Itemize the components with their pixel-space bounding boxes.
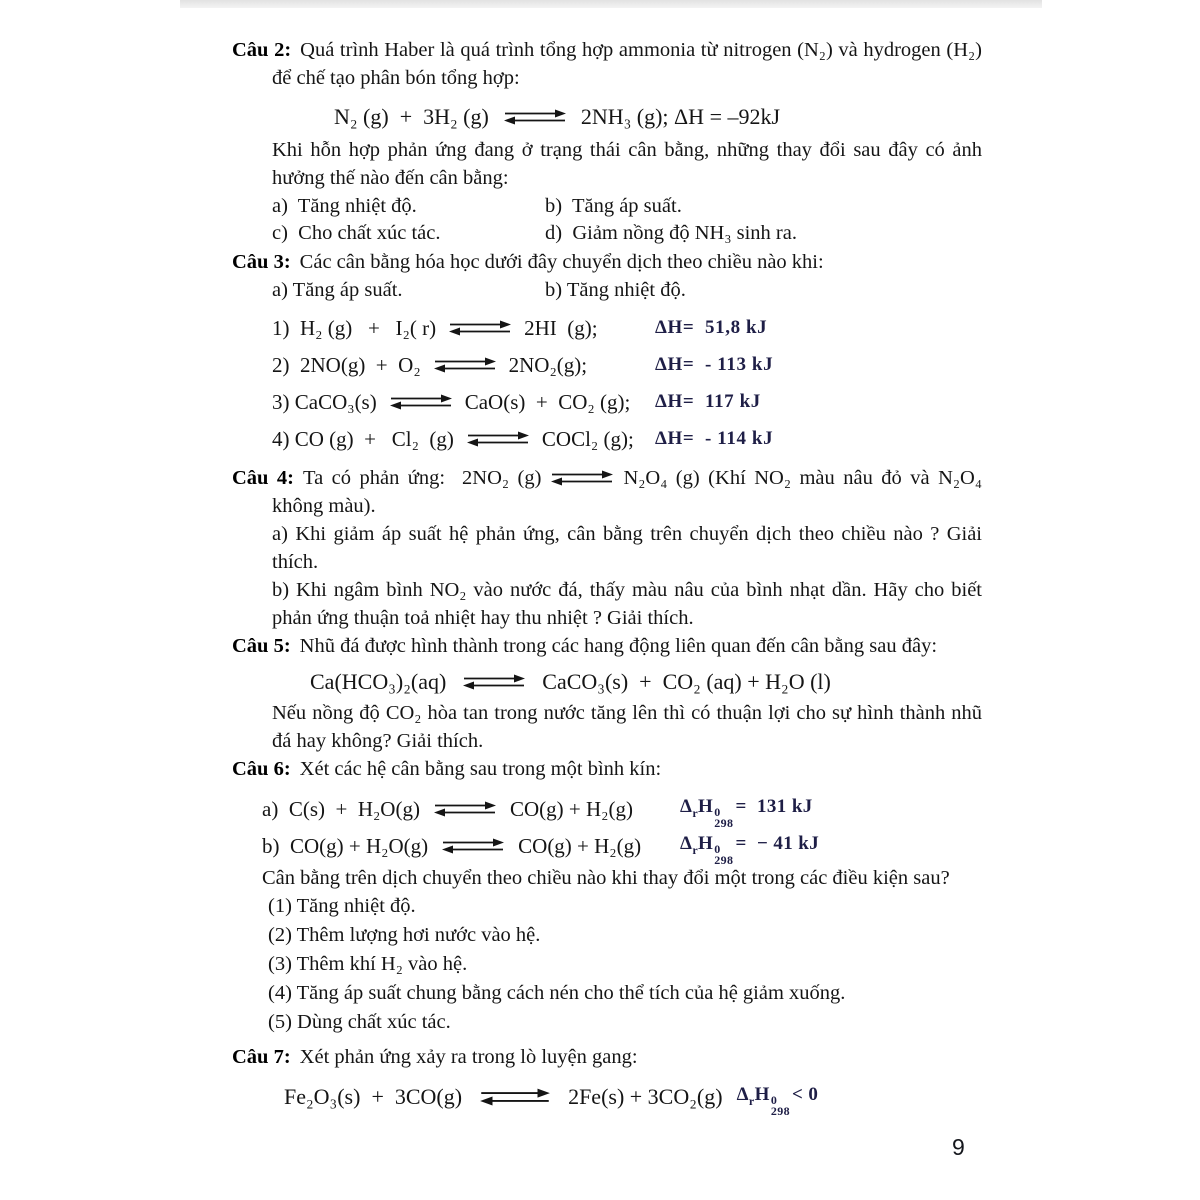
delta-h-value: = 131 kJ: [735, 795, 813, 817]
question-4-reaction-rhs: N₂O₄ (g) (Khí NO₂ màu nâu đỏ và N₂O₄ không màu).: [272, 467, 982, 517]
question-7-intro-text: Xét phản ứng xảy ra trong lò luyện gang:: [299, 1046, 638, 1068]
question-5-intro: [232, 632, 982, 660]
question-2-label: Câu 2:: [232, 39, 292, 61]
option-a: a) Tăng nhiệt độ.: [272, 195, 417, 217]
delta-symbol: Δ: [680, 795, 693, 817]
enthalpy-superscript: 0: [714, 841, 721, 856]
delta-h-value: ΔH= 117 kJ: [655, 390, 761, 412]
question-5-note: Nếu nồng độ CO₂ hòa tan trong nước tăng lên thì có thuận lợi cho sự hình thành nhũ đá hay không? Giải thích.: [272, 702, 982, 752]
reaction-lhs: 2) 2NO(g) + O₂: [272, 352, 421, 377]
enthalpy-subscript: 298: [714, 815, 734, 830]
equation-haber: [232, 100, 982, 134]
delta-symbol: Δ: [680, 832, 693, 854]
question-7-intro: [232, 1043, 982, 1071]
delta-h-value: ΔH= - 113 kJ: [655, 353, 774, 375]
delta-h-value: < 0: [792, 1084, 819, 1105]
equation-lhs: Fe₂O₃(s) + 3CO(g): [284, 1084, 463, 1109]
question-4-reaction-lhs: Ta có phản ứng: 2NO₂ (g): [303, 467, 542, 489]
delta-h-annotation: [680, 830, 820, 867]
equilibrium-arrow-icon: [503, 109, 567, 125]
reaction-rhs: 2HI (g);: [524, 315, 598, 340]
condition-item-3: (3) Thêm khí H₂ vào hệ.: [268, 953, 468, 975]
page-number: 9: [952, 1134, 965, 1160]
equilibrium-arrow-icon: [476, 1088, 554, 1106]
enthalpy-sup-sub: [714, 841, 734, 867]
reaction-row-4: [272, 420, 982, 457]
reaction-equation: [262, 795, 680, 823]
delta-h-annotation: [680, 793, 813, 830]
option-d: d) Giảm nồng độ NH₃ sinh ra.: [545, 222, 797, 244]
delta-symbol: Δ: [736, 1084, 749, 1105]
enthalpy-subscript: 298: [714, 852, 734, 867]
equilibrium-arrow-icon: [433, 357, 497, 373]
question-3-intro-text: Các cân bằng hóa học dưới đây chuyển dịch theo chiều nào khi:: [299, 251, 824, 273]
question-5-label: Câu 5:: [232, 635, 291, 657]
delta-subscript-r: r: [692, 805, 699, 820]
question-2-options-row: [272, 219, 982, 246]
delta-subscript-r: r: [748, 1094, 755, 1108]
enthalpy-symbol: H: [754, 1084, 770, 1105]
enthalpy-subscript: 298: [770, 1104, 791, 1118]
equation-lhs: Ca(HCO₃)₂(aq): [310, 669, 447, 694]
equation-rhs: 2NH₃ (g); ΔH = –92kJ: [580, 104, 781, 129]
equation-lhs: N₂ (g) + 3H₂ (g): [334, 104, 489, 129]
reaction-rhs: CaO(s) + CO₂ (g);: [464, 389, 631, 414]
delta-h-value: = − 41 kJ: [735, 832, 820, 854]
question-3-intro: [232, 248, 982, 276]
equation-rhs: CaCO₃(s) + CO₂ (aq) + H₂O (l): [542, 669, 831, 694]
delta-h-value: ΔH= 51,8 kJ: [655, 316, 768, 338]
reaction-rhs: CO(g) + H₂(g): [509, 796, 633, 821]
condition-item-1: (1) Tăng nhiệt độ.: [268, 895, 416, 917]
enthalpy-superscript: 0: [714, 804, 721, 819]
equilibrium-arrow-icon: [441, 838, 505, 854]
question-2-intro: [232, 36, 982, 92]
reaction-rhs: COCl₂ (g);: [541, 426, 634, 451]
reaction-equation: [262, 832, 680, 860]
question-4-intro: [232, 464, 982, 520]
question-6-intro: [232, 755, 982, 783]
question-4-part-b: b) Khi ngâm bình NO₂ vào nước đá, thấy màu nâu của bình nhạt dần. Hãy cho biết phản ứng thuận toả nhiệt hay thu nhiệt ? Giải thích.: [272, 579, 982, 629]
equilibrium-arrow-icon: [466, 431, 530, 447]
delta-h-annotation: [736, 1081, 819, 1118]
question-2-options-row: [272, 192, 982, 219]
equilibrium-arrow-icon: [462, 674, 526, 690]
reaction-row-1: [272, 309, 982, 346]
equilibrium-arrow-icon: [448, 320, 512, 336]
question-6-conditions: [232, 892, 982, 1037]
condition-item-4: (4) Tăng áp suất chung bằng cách nén cho thể tích của hệ giảm xuống.: [268, 982, 846, 1004]
reaction-equation: [272, 314, 655, 342]
reaction-lhs: 1) H₂ (g) + I₂( r): [272, 315, 437, 340]
question-2-note: Khi hỗn hợp phản ứng đang ở trạng thái cân bằng, những thay đổi sau đây có ảnh hưởng thế nào đến cân bằng:: [272, 139, 982, 189]
reaction-equation: [272, 388, 655, 416]
question-7-label: Câu 7:: [232, 1046, 291, 1068]
equation-rhs: 2Fe(s) + 3CO₂(g): [568, 1084, 723, 1109]
equilibrium-arrow-icon: [547, 470, 617, 486]
delta-subscript-r: r: [692, 842, 699, 857]
reaction-row-2: [272, 346, 982, 383]
equilibrium-system-b: [262, 827, 982, 867]
option-c: c) Cho chất xúc tác.: [272, 222, 441, 244]
equilibrium-arrow-icon: [389, 394, 453, 410]
enthalpy-symbol: H: [698, 795, 714, 817]
equilibrium-arrow-icon: [433, 801, 497, 817]
question-5-intro-text: Nhũ đá được hình thành trong các hang động liên quan đến cân bằng sau đây:: [299, 635, 938, 657]
delta-h-value: ΔH= - 114 kJ: [655, 427, 774, 449]
enthalpy-sup-sub: [714, 804, 734, 830]
document-content: [232, 36, 982, 1118]
reaction-rhs: 2NO₂(g);: [508, 352, 588, 377]
reaction-equation: [272, 425, 655, 453]
equation-stalactite: [232, 665, 982, 699]
equilibrium-system-a: [262, 790, 982, 830]
option-b: b) Tăng áp suất.: [545, 195, 682, 217]
reaction-lhs: 3) CaCO₃(s): [272, 389, 377, 414]
question-6-note: Cân bằng trên dịch chuyển theo chiều nào khi thay đổi một trong các điều kiện sau?: [262, 867, 950, 889]
enthalpy-sup-sub: [771, 1095, 790, 1117]
question-6-intro-text: Xét các hệ cân bằng sau trong một bình kín:: [299, 758, 662, 780]
reaction-equation: [272, 351, 655, 379]
reaction-row-3: [272, 383, 982, 420]
condition-item-5: (5) Dùng chất xúc tác.: [268, 1011, 451, 1033]
question-4-label: Câu 4:: [232, 467, 295, 489]
equation-blast-furnace: [232, 1079, 982, 1118]
reaction-lhs: b) CO(g) + H₂O(g): [262, 833, 429, 858]
option-a: a) Tăng áp suất.: [272, 279, 403, 301]
enthalpy-superscript: 0: [770, 1093, 778, 1107]
question-3-options-row: [272, 276, 982, 303]
option-b: b) Tăng nhiệt độ.: [545, 279, 686, 301]
reaction-lhs: a) C(s) + H₂O(g): [262, 796, 420, 821]
scan-edge-shadow: [180, 0, 1042, 8]
question-2-intro-text: Quá trình Haber là quá trình tổng hợp ammonia từ nitrogen (N₂) và hydrogen (H₂) để chế tạo phân bón tổng hợp:: [272, 39, 982, 89]
question-6-label: Câu 6:: [232, 758, 291, 780]
question-3-label: Câu 3:: [232, 251, 291, 273]
reaction-rhs: CO(g) + H₂(g): [518, 833, 642, 858]
reaction-lhs: 4) CO (g) + Cl₂ (g): [272, 426, 454, 451]
condition-item-2: (2) Thêm lượng hơi nước vào hệ.: [268, 924, 541, 946]
question-4-part-a: a) Khi giảm áp suất hệ phản ứng, cân bằng trên chuyển dịch theo chiều nào ? Giải thích.: [272, 523, 982, 573]
enthalpy-symbol: H: [698, 832, 714, 854]
